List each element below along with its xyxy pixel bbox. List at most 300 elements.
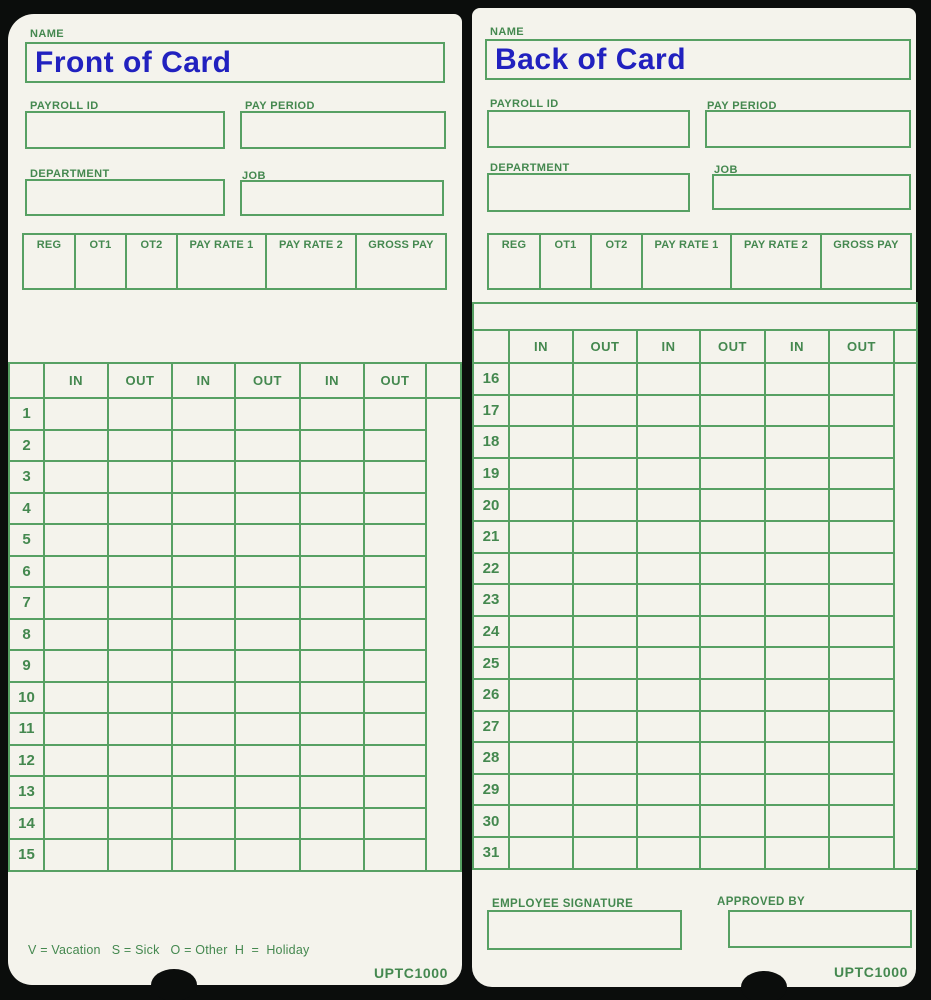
time-entry-cell	[108, 398, 172, 430]
time-entry-cell	[829, 647, 894, 679]
time-entry-cell	[700, 805, 765, 837]
front-pay-summary-table	[22, 233, 447, 290]
day-number-cell: 18	[473, 426, 509, 458]
time-entry-cell	[765, 489, 829, 521]
margin-cell	[426, 713, 461, 745]
time-entry-cell	[172, 587, 235, 619]
time-entry-cell	[700, 363, 765, 395]
time-entry-cell	[573, 742, 637, 774]
pay-col-ot1: OT1	[540, 234, 591, 289]
time-entry-cell	[765, 774, 829, 806]
time-entry-cell	[700, 711, 765, 743]
time-entry-cell	[172, 430, 235, 462]
day-number-cell: 6	[9, 556, 44, 588]
time-entry-cell	[509, 458, 573, 490]
day-number-cell: 16	[473, 363, 509, 395]
time-entry-cell	[300, 619, 364, 651]
margin-cell	[894, 774, 917, 806]
time-entry-cell	[235, 745, 300, 777]
time-entry-cell	[44, 493, 108, 525]
time-entry-cell	[573, 458, 637, 490]
day-number-cell: 17	[473, 395, 509, 427]
time-entry-cell	[637, 584, 700, 616]
back-name-box	[485, 39, 911, 80]
time-entry-cell	[637, 616, 700, 648]
time-entry-cell	[44, 808, 108, 840]
back-pay-period-box	[705, 110, 911, 148]
time-entry-cell	[573, 489, 637, 521]
time-entry-cell	[300, 776, 364, 808]
time-entry-cell	[829, 553, 894, 585]
time-entry-cell	[235, 776, 300, 808]
time-entry-cell	[700, 426, 765, 458]
time-entry-cell	[235, 493, 300, 525]
margin-cell	[894, 458, 917, 490]
time-column-header: IN	[765, 330, 829, 363]
time-entry-cell	[108, 776, 172, 808]
time-entry-cell	[364, 398, 426, 430]
day-number-cell: 14	[9, 808, 44, 840]
time-table-corner-cell	[9, 363, 44, 398]
time-entry-cell	[765, 647, 829, 679]
day-number-cell: 2	[9, 430, 44, 462]
time-entry-cell	[108, 650, 172, 682]
time-entry-cell	[44, 839, 108, 871]
time-entry-cell	[829, 426, 894, 458]
time-entry-cell	[829, 742, 894, 774]
front-pay-period-label: PAY PERIOD	[245, 100, 315, 112]
front-payroll-id-label: PAYROLL ID	[30, 100, 99, 112]
time-entry-cell	[509, 837, 573, 869]
margin-cell	[894, 647, 917, 679]
front-department-label: DEPARTMENT	[30, 168, 110, 180]
time-entry-cell	[700, 584, 765, 616]
time-entry-cell	[637, 395, 700, 427]
margin-cell	[894, 395, 917, 427]
time-entry-cell	[700, 521, 765, 553]
time-entry-cell	[108, 556, 172, 588]
time-entry-cell	[829, 711, 894, 743]
time-entry-cell	[44, 713, 108, 745]
margin-cell	[894, 837, 917, 869]
time-entry-cell	[509, 805, 573, 837]
margin-cell	[426, 556, 461, 588]
day-number-cell: 25	[473, 647, 509, 679]
time-entry-cell	[509, 521, 573, 553]
back-name-label: NAME	[490, 26, 524, 38]
time-entry-cell	[108, 745, 172, 777]
day-number-cell: 10	[9, 682, 44, 714]
time-entry-cell	[700, 774, 765, 806]
time-entry-cell	[172, 398, 235, 430]
day-number-cell: 26	[473, 679, 509, 711]
time-entry-cell	[829, 458, 894, 490]
time-entry-cell	[364, 650, 426, 682]
time-entry-cell	[364, 682, 426, 714]
time-entry-cell	[573, 805, 637, 837]
front-name-label: NAME	[30, 28, 64, 40]
margin-cell	[426, 776, 461, 808]
time-entry-cell	[300, 839, 364, 871]
time-entry-cell	[172, 461, 235, 493]
back-department-box	[487, 173, 690, 212]
time-entry-cell	[172, 556, 235, 588]
margin-cell	[894, 679, 917, 711]
time-entry-cell	[235, 713, 300, 745]
time-entry-cell	[765, 426, 829, 458]
time-entry-cell	[509, 647, 573, 679]
time-entry-cell	[300, 682, 364, 714]
time-entry-cell	[573, 774, 637, 806]
margin-cell	[426, 461, 461, 493]
employee-signature-box	[487, 910, 682, 950]
time-entry-cell	[44, 650, 108, 682]
time-entry-cell	[108, 839, 172, 871]
back-punch-notch	[741, 971, 787, 1000]
front-name-value: Front of Card	[35, 46, 232, 79]
legend-text: V = Vacation S = Sick O = Other H = Holiday	[28, 943, 310, 957]
time-entry-cell	[509, 679, 573, 711]
time-entry-cell	[573, 363, 637, 395]
time-entry-cell	[235, 619, 300, 651]
time-entry-cell	[300, 524, 364, 556]
front-name-box	[25, 42, 445, 83]
time-entry-cell	[573, 679, 637, 711]
time-entry-cell	[172, 524, 235, 556]
time-entry-cell	[765, 805, 829, 837]
time-entry-cell	[108, 430, 172, 462]
back-pay-summary-table	[487, 233, 912, 290]
time-entry-cell	[300, 493, 364, 525]
back-department-label: DEPARTMENT	[490, 162, 570, 174]
pay-col-ot1: OT1	[75, 234, 126, 289]
margin-cell	[426, 682, 461, 714]
day-number-cell: 20	[473, 489, 509, 521]
time-entry-cell	[44, 430, 108, 462]
day-number-cell: 15	[9, 839, 44, 871]
time-entry-cell	[637, 711, 700, 743]
day-number-cell: 3	[9, 461, 44, 493]
time-entry-cell	[765, 395, 829, 427]
day-number-cell: 13	[9, 776, 44, 808]
time-entry-cell	[700, 647, 765, 679]
back-time-table	[472, 302, 918, 870]
time-entry-cell	[108, 713, 172, 745]
day-number-cell: 28	[473, 742, 509, 774]
time-entry-cell	[573, 553, 637, 585]
time-entry-cell	[235, 587, 300, 619]
time-entry-cell	[509, 774, 573, 806]
time-entry-cell	[637, 805, 700, 837]
day-number-cell: 23	[473, 584, 509, 616]
time-entry-cell	[765, 679, 829, 711]
time-entry-cell	[300, 650, 364, 682]
time-entry-cell	[364, 713, 426, 745]
time-entry-cell	[829, 616, 894, 648]
time-entry-cell	[829, 395, 894, 427]
pay-col-ot2: OT2	[126, 234, 177, 289]
time-entry-cell	[829, 489, 894, 521]
time-entry-cell	[700, 616, 765, 648]
margin-cell	[894, 584, 917, 616]
time-entry-cell	[364, 493, 426, 525]
back-job-box	[712, 174, 911, 210]
time-entry-cell	[108, 619, 172, 651]
time-entry-cell	[765, 521, 829, 553]
time-column-header: OUT	[235, 363, 300, 398]
margin-cell	[894, 805, 917, 837]
time-entry-cell	[637, 363, 700, 395]
time-entry-cell	[172, 808, 235, 840]
time-entry-cell	[700, 553, 765, 585]
time-entry-cell	[300, 398, 364, 430]
margin-cell	[894, 426, 917, 458]
day-number-cell: 21	[473, 521, 509, 553]
day-number-cell: 29	[473, 774, 509, 806]
margin-header-cell	[894, 330, 917, 363]
front-time-table	[8, 362, 462, 872]
margin-cell	[426, 587, 461, 619]
time-entry-cell	[172, 650, 235, 682]
time-entry-cell	[235, 430, 300, 462]
time-entry-cell	[44, 745, 108, 777]
time-entry-cell	[44, 587, 108, 619]
time-entry-cell	[172, 493, 235, 525]
pay-col-rate1: PAY RATE 1	[642, 234, 731, 289]
time-entry-cell	[573, 426, 637, 458]
day-number-cell: 24	[473, 616, 509, 648]
time-entry-cell	[108, 524, 172, 556]
time-entry-cell	[637, 774, 700, 806]
front-punch-notch	[151, 969, 197, 1000]
margin-cell	[426, 493, 461, 525]
time-entry-cell	[44, 682, 108, 714]
day-number-cell: 9	[9, 650, 44, 682]
margin-cell	[894, 489, 917, 521]
time-entry-cell	[364, 808, 426, 840]
time-entry-cell	[364, 430, 426, 462]
time-entry-cell	[509, 363, 573, 395]
pay-col-reg: REG	[23, 234, 75, 289]
time-entry-cell	[637, 426, 700, 458]
time-entry-cell	[829, 837, 894, 869]
pay-col-rate2: PAY RATE 2	[266, 234, 356, 289]
time-column-header: IN	[44, 363, 108, 398]
time-entry-cell	[829, 584, 894, 616]
time-entry-cell	[300, 556, 364, 588]
time-entry-cell	[235, 650, 300, 682]
time-entry-cell	[573, 616, 637, 648]
blank-strip	[473, 303, 917, 330]
time-entry-cell	[700, 395, 765, 427]
margin-cell	[894, 742, 917, 774]
time-entry-cell	[765, 363, 829, 395]
day-number-cell: 22	[473, 553, 509, 585]
margin-cell	[426, 430, 461, 462]
back-job-label: JOB	[714, 164, 738, 176]
time-entry-cell	[364, 556, 426, 588]
day-number-cell: 8	[9, 619, 44, 651]
back-payroll-id-label: PAYROLL ID	[490, 98, 559, 110]
time-entry-cell	[44, 461, 108, 493]
margin-cell	[894, 363, 917, 395]
time-entry-cell	[364, 524, 426, 556]
time-entry-cell	[172, 682, 235, 714]
front-payroll-id-box	[25, 111, 225, 149]
time-entry-cell	[765, 837, 829, 869]
time-entry-cell	[44, 556, 108, 588]
time-entry-cell	[829, 805, 894, 837]
employee-signature-label: EMPLOYEE SIGNATURE	[492, 898, 634, 910]
time-entry-cell	[637, 489, 700, 521]
time-entry-cell	[235, 808, 300, 840]
approved-by-label: APPROVED BY	[717, 896, 806, 908]
approved-by-box	[728, 910, 912, 948]
back-part-number: UPTC1000	[833, 964, 908, 980]
time-entry-cell	[765, 616, 829, 648]
time-entry-cell	[172, 745, 235, 777]
time-entry-cell	[364, 776, 426, 808]
time-entry-cell	[573, 521, 637, 553]
pay-col-rate2: PAY RATE 2	[731, 234, 821, 289]
time-entry-cell	[44, 524, 108, 556]
time-entry-cell	[300, 745, 364, 777]
time-entry-cell	[235, 556, 300, 588]
margin-header-cell	[426, 363, 461, 398]
time-entry-cell	[44, 776, 108, 808]
time-entry-cell	[235, 398, 300, 430]
day-number-cell: 19	[473, 458, 509, 490]
front-part-number: UPTC1000	[373, 965, 448, 981]
time-entry-cell	[108, 682, 172, 714]
margin-cell	[426, 650, 461, 682]
time-column-header: OUT	[573, 330, 637, 363]
time-entry-cell	[573, 647, 637, 679]
time-entry-cell	[637, 647, 700, 679]
margin-cell	[894, 521, 917, 553]
time-entry-cell	[573, 837, 637, 869]
time-entry-cell	[172, 776, 235, 808]
day-number-cell: 1	[9, 398, 44, 430]
time-entry-cell	[829, 774, 894, 806]
time-entry-cell	[108, 808, 172, 840]
time-entry-cell	[300, 587, 364, 619]
back-pay-period-label: PAY PERIOD	[707, 100, 777, 112]
time-entry-cell	[700, 679, 765, 711]
time-entry-cell	[235, 839, 300, 871]
time-entry-cell	[637, 553, 700, 585]
time-column-header: IN	[509, 330, 573, 363]
day-number-cell: 12	[9, 745, 44, 777]
time-entry-cell	[637, 679, 700, 711]
back-card	[472, 8, 916, 987]
time-entry-cell	[765, 584, 829, 616]
time-entry-cell	[235, 524, 300, 556]
time-entry-cell	[700, 489, 765, 521]
time-entry-cell	[364, 587, 426, 619]
pay-col-ot2: OT2	[591, 234, 642, 289]
margin-cell	[426, 398, 461, 430]
margin-cell	[426, 619, 461, 651]
day-number-cell: 7	[9, 587, 44, 619]
day-number-cell: 31	[473, 837, 509, 869]
time-column-header: OUT	[364, 363, 426, 398]
day-number-cell: 11	[9, 713, 44, 745]
margin-cell	[894, 553, 917, 585]
margin-cell	[426, 808, 461, 840]
time-entry-cell	[235, 461, 300, 493]
time-entry-cell	[765, 742, 829, 774]
front-job-box	[240, 180, 444, 216]
time-entry-cell	[300, 461, 364, 493]
time-column-header: OUT	[829, 330, 894, 363]
time-entry-cell	[172, 839, 235, 871]
time-entry-cell	[765, 711, 829, 743]
front-pay-period-box	[240, 111, 446, 149]
time-entry-cell	[509, 711, 573, 743]
time-entry-cell	[172, 713, 235, 745]
time-entry-cell	[300, 430, 364, 462]
day-number-cell: 30	[473, 805, 509, 837]
time-entry-cell	[829, 521, 894, 553]
time-entry-cell	[829, 363, 894, 395]
front-card	[8, 14, 462, 985]
time-entry-cell	[108, 587, 172, 619]
time-entry-cell	[509, 553, 573, 585]
front-job-label: JOB	[242, 170, 266, 182]
time-entry-cell	[44, 398, 108, 430]
day-number-cell: 4	[9, 493, 44, 525]
back-payroll-id-box	[487, 110, 690, 148]
time-entry-cell	[364, 745, 426, 777]
time-entry-cell	[235, 682, 300, 714]
time-column-header: OUT	[108, 363, 172, 398]
time-entry-cell	[509, 426, 573, 458]
time-entry-cell	[637, 742, 700, 774]
time-entry-cell	[300, 713, 364, 745]
time-entry-cell	[765, 458, 829, 490]
margin-cell	[894, 711, 917, 743]
time-entry-cell	[829, 679, 894, 711]
front-department-box	[25, 179, 225, 216]
time-entry-cell	[573, 395, 637, 427]
time-entry-cell	[637, 458, 700, 490]
time-column-header: IN	[300, 363, 364, 398]
time-column-header: IN	[172, 363, 235, 398]
time-entry-cell	[364, 619, 426, 651]
time-entry-cell	[700, 742, 765, 774]
time-entry-cell	[509, 395, 573, 427]
time-entry-cell	[364, 839, 426, 871]
time-entry-cell	[509, 742, 573, 774]
time-entry-cell	[637, 521, 700, 553]
day-number-cell: 27	[473, 711, 509, 743]
day-number-cell: 5	[9, 524, 44, 556]
margin-cell	[894, 616, 917, 648]
time-entry-cell	[172, 619, 235, 651]
time-entry-cell	[509, 489, 573, 521]
pay-col-gross: GROSS PAY	[821, 234, 911, 289]
pay-col-rate1: PAY RATE 1	[177, 234, 266, 289]
pay-col-reg: REG	[488, 234, 540, 289]
time-entry-cell	[700, 837, 765, 869]
time-entry-cell	[573, 711, 637, 743]
margin-cell	[426, 745, 461, 777]
back-name-value: Back of Card	[495, 43, 687, 76]
time-column-header: OUT	[700, 330, 765, 363]
time-entry-cell	[364, 461, 426, 493]
time-entry-cell	[44, 619, 108, 651]
